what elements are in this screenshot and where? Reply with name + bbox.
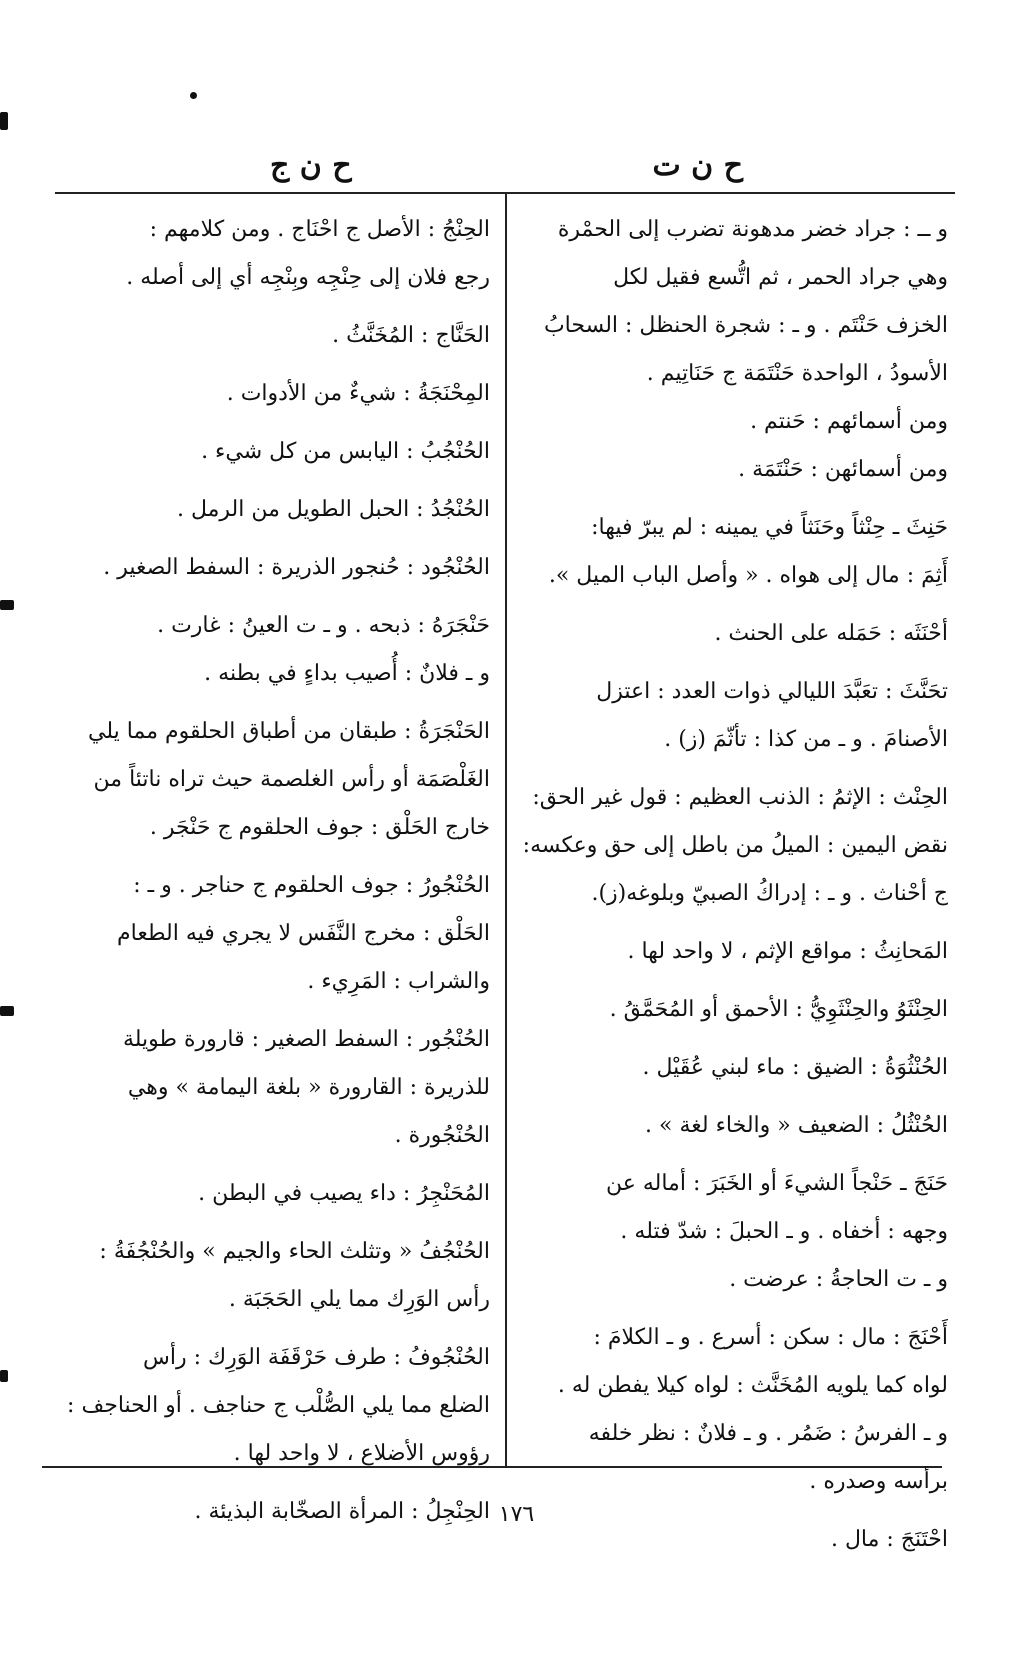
entry-line: رأس الوَرِك مما يلي الحَجَبَة . [228,1287,490,1312]
entry-line: الخزف حَنْتَم . و ـ : شجرة الحنظل : السحابُ [543,313,948,338]
entry-line: الحُنْثُلُ : الضعيف « والخاء لغة » . [645,1113,948,1138]
dictionary-entry [55,544,490,592]
entry-line: الحَنَّاج : المُخَنَّثُ . [332,323,490,348]
entry-line: نقض اليمين : الميلُ من باطل إلى حق وعكسه: [522,833,948,858]
entry-line: تحَنَّثَ : تعَبَّدَ الليالي ذوات العدد : اعتزل [596,679,948,704]
dictionary-entry [55,602,490,698]
entry-line: الحِنْثَوُ والحِنْثَوِيُّ : الأحمق أو المُحَمَّقُ . [609,997,948,1022]
dictionary-entry [55,1016,490,1160]
entry-line: الحُنْجُورة . [394,1123,490,1148]
entry-line: ومن أسمائهن : حَنْتَمَة . [738,457,948,482]
dictionary-entry [55,1170,490,1218]
entry-line: للذريرة : القارورة « بلغة اليمامة » وهي [127,1075,490,1100]
left-column [55,206,490,1546]
scan-edge-mark [0,1370,8,1382]
entry-line: الحُنْجُدُ : الحبل الطويل من الرمل . [176,497,490,522]
entry-line: الحُنْجُود : حُنجور الذريرة : السفط الصغير . [103,555,490,580]
entry-line: الحِنْجُ : الأصل ج احْنَاج . ومن كلامهم : [149,217,490,242]
page-number: ١٧٦ [498,1502,535,1527]
dictionary-entry [55,206,490,302]
column-divider [505,194,507,1466]
scan-edge-mark [0,1006,14,1016]
dictionary-entry [518,610,948,658]
dictionary-entry [55,486,490,534]
dictionary-entry [518,986,948,1034]
entry-line: الأسودُ ، الواحدة حَنْتَمَة ج حَنَاتِيم . [646,361,948,386]
entry-line: و ـ ت الحاجةُ : عرضت . [729,1267,948,1292]
dictionary-entry [55,1334,490,1478]
entry-line: الحُنْثُوَةُ : الضيق : ماء لبني عُقَيْل . [642,1055,948,1080]
dictionary-entry [55,1228,490,1324]
entry-line: المَحانِثُ : مواقع الإثم ، لا واحد لها . [627,939,948,964]
entry-line: أَحْنَجَ : مال : سكن : أسرع . و ـ الكلامَ : [593,1325,948,1350]
entry-line: الحِنْث : الإثمُ : الذنب العظيم : قول غير الحق: [532,785,948,810]
entry-line: رؤوس الأضلاع ، لا واحد لها . [233,1441,490,1466]
entry-line: وهي جراد الحمر ، ثم اتُّسع فقيل لكل [613,265,948,290]
entry-line: المِحْنَجَةُ : شيءٌ من الأدوات . [226,381,490,406]
entry-line: حَنَجَ ـ حَنْجاً الشيءَ أو الخَبَرَ : أماله عن [605,1171,948,1196]
entry-line: الغَلْصَمَة أو رأس الغلصمة حيث تراه ناتئاً من [93,767,490,792]
entry-line: حَنْجَرَهُ : ذبحه . و ـ ت العينُ : غارت . [157,613,490,638]
entry-line: الحَلْق : مخرج النَّفَس لا يجري فيه الطعام [117,921,490,946]
dictionary-entry [55,428,490,476]
entry-line: و ـ الفرسُ : ضَمُر . و ـ فلانٌ : نظر خلفه [588,1421,948,1446]
entry-line: أحْنَثَه : حَمَله على الحنث . [714,621,948,646]
entry-line: الحُنْجُور : السفط الصغير : قارورة طويلة [122,1027,490,1052]
running-header-left: ح ن ج [270,148,352,183]
entry-line: أَثِمَ : مال إلى هواه . « وأصل الباب الميل ». [548,563,948,588]
dictionary-entry [518,774,948,918]
entry-line: لواه كما يلويه المُخَنَّث : لواه كيلا يفطن له . [557,1373,948,1398]
entry-line: و ــ : جراد خضر مدهونة تضرب إلى الحمْرة [557,217,948,242]
entry-line: و ـ فلانٌ : أُصيب بداءٍ في بطنه . [204,661,490,686]
dictionary-entry [55,370,490,418]
entry-line: ج أحْناث . و ـ : إدراكُ الصبيّ وبلوغه(ز). [591,881,948,906]
entry-line: الحُنْجُبُ : اليابس من كل شيء . [201,439,490,464]
dictionary-entry [518,1102,948,1150]
entry-line: الحَنْجَرَةُ : طبقان من أطباق الحلقوم مما يلي [88,719,490,744]
entry-line: المُحَنْجِرُ : داء يصيب في البطن . [198,1181,490,1206]
entry-line: الحِنْجِلُ : المرأة الصخّابة البذيئة . [194,1499,490,1524]
dictionary-entry [518,504,948,600]
entry-line: الحُنْجُورُ : جوف الحلقوم ج حناجر . و ـ : [133,873,490,898]
entry-line: الحُنْجُفُ « وتثلث الحاء والجيم » والحُنْجُفَةُ : [99,1239,490,1264]
scan-edge-mark [0,112,8,130]
running-header-right: ح ن ت [652,148,743,183]
dictionary-entry [518,1044,948,1092]
entry-line: الأصنامَ . و ـ من كذا : تأثّمَ (ز) . [664,727,948,752]
entry-line: وجهه : أخفاه . و ـ الحبلَ : شدّ فتله . [620,1219,948,1244]
entry-line: برأسه وصدره . [809,1469,948,1494]
right-column [518,206,948,1574]
entry-line: الضلع مما يلي الصُّلْب ج حناجف . أو الحناجف : [67,1393,490,1418]
entry-line: حَنِثَ ـ حِنْثاً وحَنَثاً في يمينه : لم يبرّ فيها: [591,515,948,540]
ink-dot [190,92,197,99]
entry-line: خارج الحَلْق : جوف الحلقوم ج حَنْجَر . [149,815,490,840]
entry-line: الحُنْجُوفُ : طرف حَرْقَفَة الوَرِك : رأس [143,1345,490,1370]
dictionary-entry [518,1160,948,1304]
dictionary-entry [518,1314,948,1506]
entry-line: ومن أسمائهم : حَنتم . [750,409,948,434]
dictionary-entry [55,708,490,852]
entry-line: والشراب : المَرِيء . [307,969,490,994]
dictionary-entry [518,206,948,494]
dictionary-entry [518,668,948,764]
entry-line: رجع فلان إلى حِنْجِه وبِنْجِه أي إلى أصله . [126,265,490,290]
dictionary-entry [55,312,490,360]
dictionary-entry [518,928,948,976]
scan-edge-mark [0,600,14,610]
entry-line: احْتَنَجَ : مال . [830,1527,948,1552]
dictionary-entry [55,862,490,1006]
